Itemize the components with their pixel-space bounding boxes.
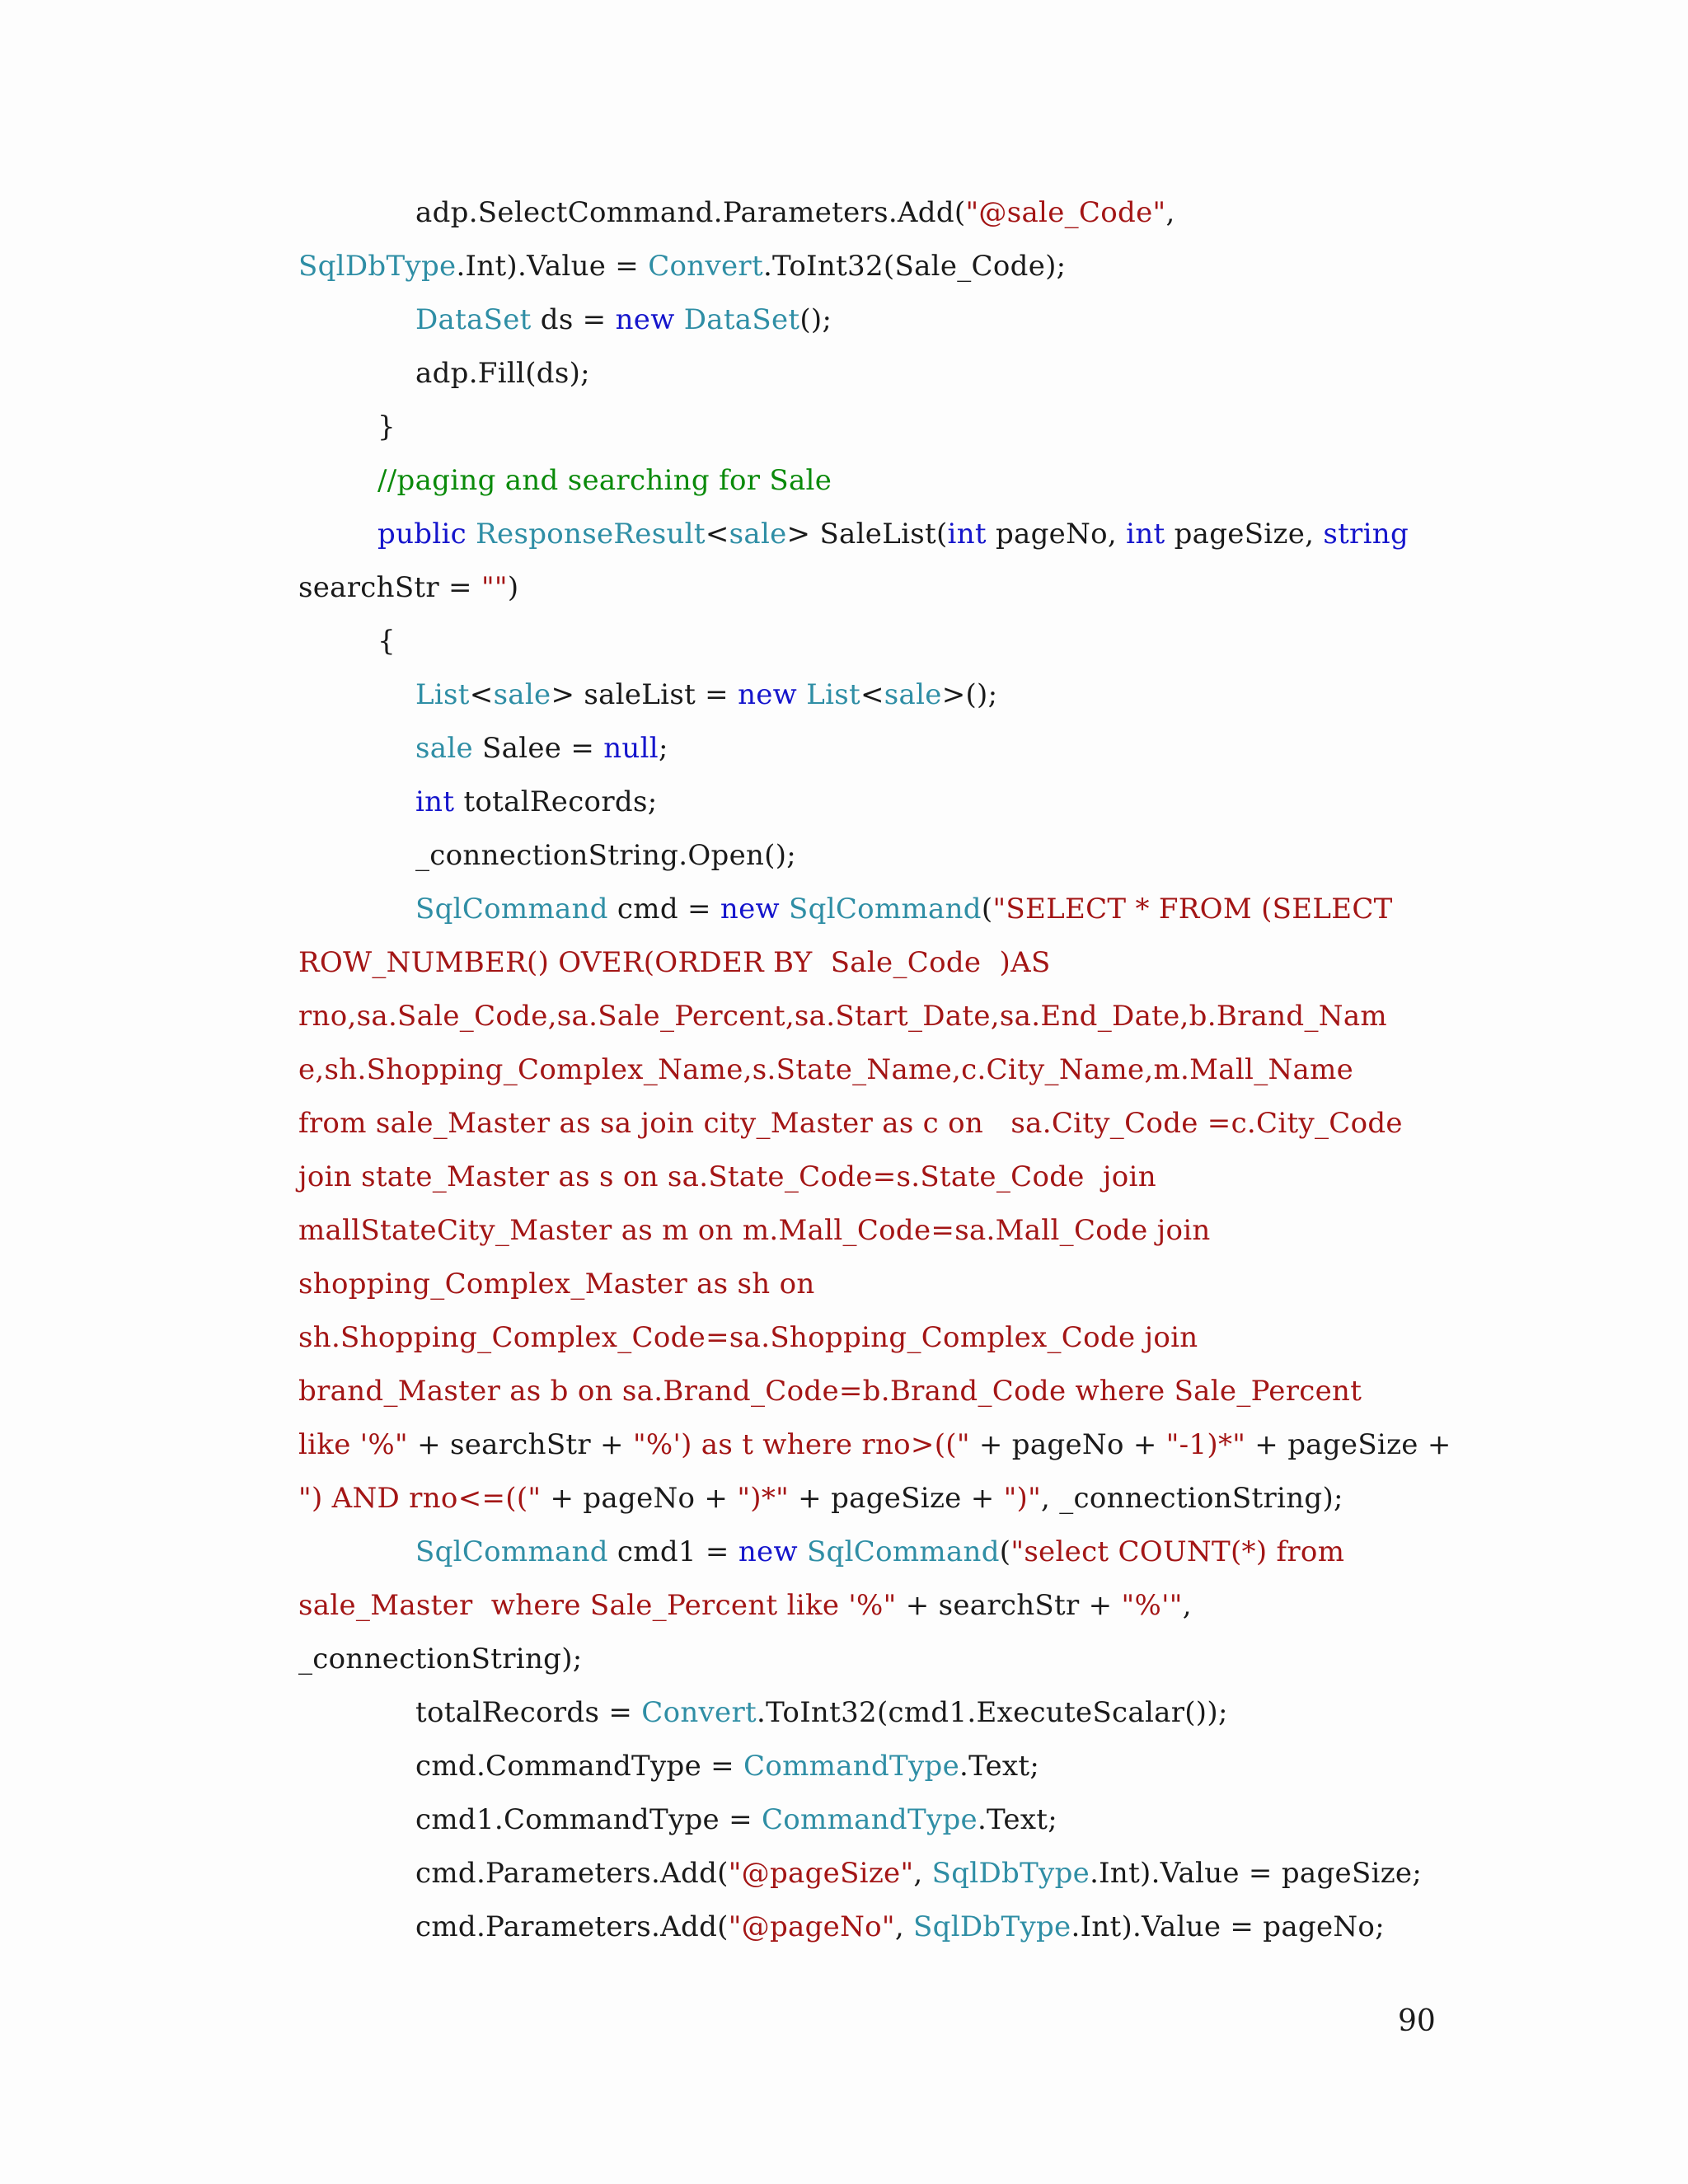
code-token-type: SqlCommand <box>789 893 982 926</box>
code-token-text: .Int).Value = pageNo; <box>1071 1910 1385 1943</box>
code-token-kw: int <box>947 518 987 551</box>
code-token-text: + searchStr + <box>407 1428 633 1461</box>
code-token-str: "select COUNT(*) from <box>1010 1535 1345 1568</box>
code-line <box>298 1418 1451 1472</box>
code-line <box>298 1740 1436 1793</box>
code-token-str: ROW_NUMBER() OVER(ORDER BY Sale_Code )AS <box>298 946 1051 979</box>
code-token-text <box>675 303 684 336</box>
code-token-type: SqlCommand <box>415 1535 608 1568</box>
code-token-type: SqlCommand <box>806 1535 1000 1568</box>
code-line <box>298 1847 1436 1900</box>
code-token-type: sale <box>729 518 787 551</box>
code-token-text: .Int).Value = <box>456 250 649 283</box>
code-token-text: + searchStr + <box>896 1589 1122 1622</box>
code-token-str: rno,sa.Sale_Code,sa.Sale_Percent,sa.Start_Date,sa.End_Date,b.Brand_Nam <box>298 1000 1387 1033</box>
code-token-kw: new <box>615 303 675 336</box>
code-line <box>298 508 1436 561</box>
code-token-text: + pageNo + <box>541 1482 738 1515</box>
code-token-str: shopping_Complex_Master as sh on <box>298 1268 815 1301</box>
code-token-comment: //paging and searching for Sale <box>377 464 832 497</box>
code-token-str: "@sale_Code" <box>965 196 1166 229</box>
code-token-text: } <box>377 410 396 443</box>
code-token-str: from sale_Master as sa join city_Master as c on sa.City_Code =c.City_Code <box>298 1107 1403 1140</box>
code-token-type: Convert <box>641 1696 757 1729</box>
code-token-type: Convert <box>648 250 763 283</box>
code-token-str: join state_Master as s on sa.State_Code=s.State_Code join <box>298 1160 1156 1193</box>
code-line <box>298 240 1436 293</box>
code-token-text: ( <box>981 893 993 926</box>
code-line <box>298 347 1436 401</box>
code-token-str: brand_Master as b on sa.Brand_Code=b.Brand_Code where Sale_Percent <box>298 1375 1362 1408</box>
code-line <box>298 293 1436 347</box>
code-token-text: , <box>1182 1589 1192 1622</box>
code-line <box>298 1151 1436 1204</box>
code-token-text: , <box>1165 196 1184 229</box>
code-token-text: cmd1.CommandType = <box>415 1803 762 1836</box>
code-token-text: , <box>913 1857 932 1890</box>
code-line <box>298 883 1436 936</box>
code-token-str: ")" <box>1003 1482 1042 1515</box>
code-line <box>298 561 1436 615</box>
code-line <box>298 1579 1436 1633</box>
code-token-text: , _connectionString); <box>1041 1482 1343 1515</box>
code-token-text: > SaleList( <box>786 518 948 551</box>
code-token-text: .Text; <box>959 1750 1040 1783</box>
code-token-type: DataSet <box>415 303 532 336</box>
code-token-str: sh.Shopping_Complex_Code=sa.Shopping_Complex_Code join <box>298 1321 1198 1354</box>
code-token-type: SqlDbType <box>931 1857 1090 1890</box>
code-token-str: "-1)*" <box>1165 1428 1246 1461</box>
code-token-str: "%'" <box>1121 1589 1183 1622</box>
code-token-text: pageNo, <box>986 518 1127 551</box>
code-token-text: ds = <box>531 303 616 336</box>
code-line <box>298 1793 1436 1847</box>
code-token-text: < <box>469 678 494 711</box>
code-token-text: cmd.Parameters.Add( <box>415 1857 729 1890</box>
code-token-text: Salee = <box>472 732 604 765</box>
code-token-text: , <box>894 1910 914 1943</box>
code-token-kw: public <box>377 518 467 551</box>
code-token-text: _connectionString); <box>298 1643 583 1675</box>
code-token-text: + pageNo + <box>969 1428 1166 1461</box>
code-token-text: .ToInt32(cmd1.ExecuteScalar()); <box>756 1696 1228 1729</box>
code-token-text: (); <box>799 303 832 336</box>
code-line <box>298 722 1436 776</box>
code-line <box>298 1472 1436 1526</box>
code-token-kw: int <box>1126 518 1165 551</box>
code-token-type: List <box>415 678 470 711</box>
code-token-str: e,sh.Shopping_Complex_Name,s.State_Name,c.City_Name,m.Mall_Name <box>298 1053 1354 1086</box>
code-token-text: adp.SelectCommand.Parameters.Add( <box>415 196 966 229</box>
code-token-type: CommandType <box>761 1803 978 1836</box>
code-line <box>298 1633 1436 1686</box>
code-line <box>298 401 1436 454</box>
code-token-type: ResponseResult <box>476 518 706 551</box>
code-token-text: adp.Fill(ds); <box>415 357 590 390</box>
code-token-str: "%') as t where rno>((" <box>632 1428 970 1461</box>
code-token-str: ")*" <box>737 1482 790 1515</box>
code-token-text: .ToInt32(Sale_Code); <box>762 250 1067 283</box>
code-token-text <box>798 1535 807 1568</box>
code-token-type: sale <box>415 732 473 765</box>
code-token-str: "" <box>481 571 508 604</box>
code-token-text: ) <box>507 571 519 604</box>
code-line <box>298 1204 1436 1258</box>
code-token-type: DataSet <box>683 303 800 336</box>
code-line <box>298 186 1436 240</box>
code-token-text: _connectionString.Open(); <box>415 839 797 872</box>
code-token-text <box>467 518 476 551</box>
code-line <box>298 454 1436 508</box>
code-token-text: cmd = <box>607 893 720 926</box>
code-token-type: SqlCommand <box>415 893 608 926</box>
code-line <box>298 829 1436 883</box>
code-token-text: searchStr = <box>298 571 481 604</box>
code-token-text: ; <box>658 732 668 765</box>
code-token-text: < <box>860 678 884 711</box>
code-token-text: >(); <box>941 678 998 711</box>
code-token-kw: new <box>738 1535 798 1568</box>
code-token-str: mallStateCity_Master as m on m.Mall_Code=sa.Mall_Code join <box>298 1214 1211 1247</box>
code-token-str: ") AND rno<=((" <box>298 1482 542 1515</box>
page-number: 90 <box>1398 2004 1436 2038</box>
code-token-str: "@pageNo" <box>728 1910 895 1943</box>
code-token-text: + pageSize + <box>789 1482 1004 1515</box>
code-token-text: pageSize, <box>1165 518 1324 551</box>
code-token-kw: string <box>1323 518 1409 551</box>
code-line <box>298 990 1436 1043</box>
code-token-text: { <box>377 625 396 658</box>
code-token-type: SqlDbType <box>298 250 457 283</box>
code-line <box>298 776 1436 829</box>
code-token-str: "SELECT * FROM (SELECT <box>992 893 1393 926</box>
code-token-text: cmd.CommandType = <box>415 1750 744 1783</box>
code-line <box>298 1526 1436 1579</box>
code-token-text: + pageSize + <box>1245 1428 1451 1461</box>
code-token-text: < <box>705 518 729 551</box>
code-line <box>298 668 1436 722</box>
code-token-text: cmd1 = <box>607 1535 738 1568</box>
code-token-str: sale_Master where Sale_Percent like '%" <box>298 1589 897 1622</box>
code-token-text: cmd.Parameters.Add( <box>415 1910 729 1943</box>
code-token-str: "@pageSize" <box>728 1857 914 1890</box>
code-token-text: > saleList = <box>551 678 738 711</box>
code-line <box>298 1311 1436 1365</box>
code-token-text <box>797 678 806 711</box>
code-token-text: .Int).Value = pageSize; <box>1090 1857 1423 1890</box>
code-line <box>298 1258 1436 1311</box>
code-token-str: like '%" <box>298 1428 408 1461</box>
code-token-text: totalRecords; <box>454 785 658 818</box>
code-token-type: SqlDbType <box>913 1910 1071 1943</box>
code-token-kw: int <box>415 785 455 818</box>
code-token-type: List <box>806 678 860 711</box>
code-line <box>298 936 1436 990</box>
code-line <box>298 1900 1436 1954</box>
code-token-text: totalRecords = <box>415 1696 642 1729</box>
code-line <box>298 1043 1436 1097</box>
code-token-type: sale <box>493 678 551 711</box>
code-line <box>298 1686 1436 1740</box>
code-listing <box>298 186 1451 1954</box>
code-token-text: ( <box>999 1535 1011 1568</box>
code-token-text <box>780 893 789 926</box>
code-token-type: CommandType <box>743 1750 960 1783</box>
code-token-kw: new <box>738 678 798 711</box>
code-line <box>298 1097 1436 1151</box>
code-token-kw: new <box>720 893 780 926</box>
code-token-kw: null <box>603 732 659 765</box>
code-line <box>298 1365 1436 1418</box>
code-token-text: .Text; <box>977 1803 1058 1836</box>
code-token-type: sale <box>884 678 942 711</box>
code-line <box>298 615 1436 668</box>
